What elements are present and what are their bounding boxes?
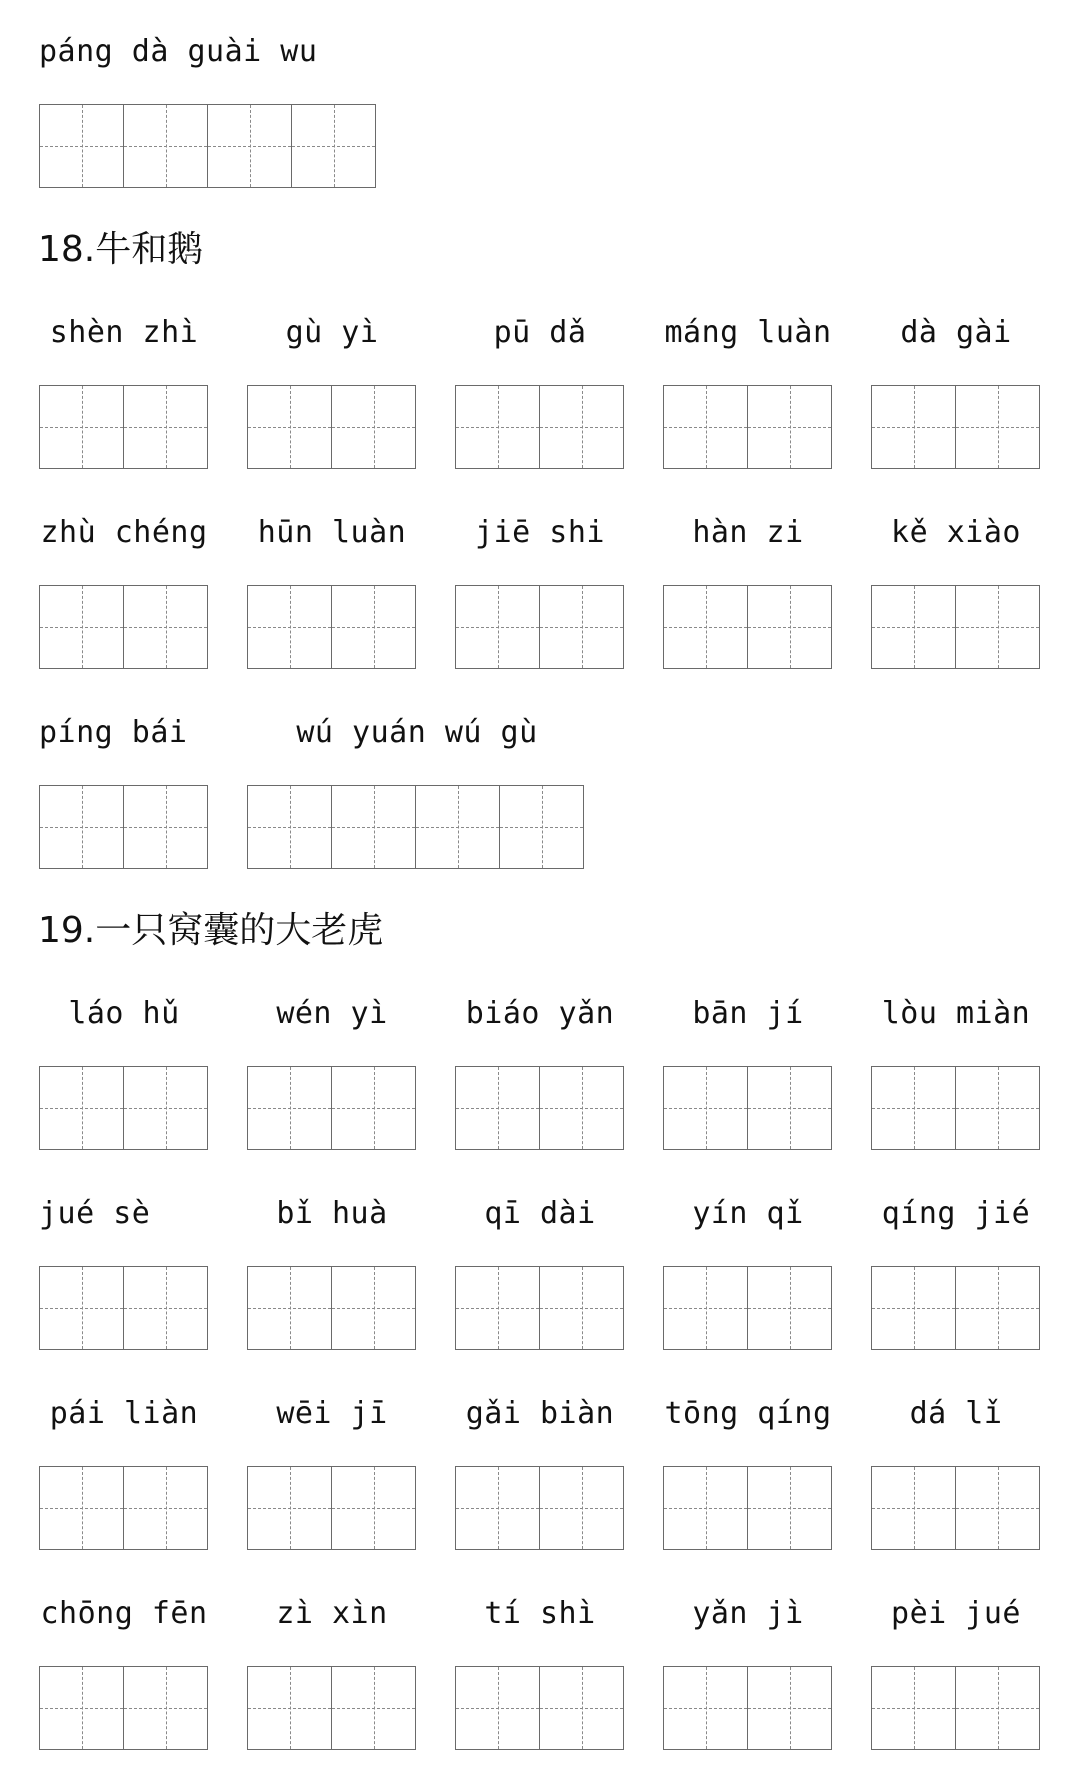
pinyin-label: hūn luàn (257, 515, 407, 550)
writing-cell[interactable] (39, 585, 124, 669)
tianzige-grid[interactable] (663, 1266, 831, 1350)
pinyin-label: wēi jī (276, 1396, 388, 1431)
writing-cell[interactable] (663, 385, 748, 469)
writing-cell[interactable] (415, 785, 500, 869)
tianzige-grid[interactable] (39, 1466, 207, 1550)
writing-cell[interactable] (123, 1666, 208, 1750)
pinyin-label: jué sè (39, 1196, 151, 1231)
pinyin-label: máng luàn (664, 315, 832, 350)
writing-cell[interactable] (663, 1266, 748, 1350)
writing-cell[interactable] (955, 1666, 1040, 1750)
writing-cell[interactable] (747, 585, 832, 669)
writing-cell[interactable] (331, 1466, 416, 1550)
writing-cell[interactable] (871, 1066, 956, 1150)
pinyin-label: pū dǎ (493, 315, 587, 350)
writing-cell[interactable] (955, 585, 1040, 669)
writing-cell[interactable] (39, 1466, 124, 1550)
writing-cell[interactable] (539, 1266, 624, 1350)
tianzige-grid[interactable] (247, 1666, 415, 1750)
pinyin-label: gù yì (285, 315, 379, 350)
writing-cell[interactable] (663, 1666, 748, 1750)
tianzige-grid[interactable] (247, 785, 583, 869)
pinyin-label: qíng jié (881, 1196, 1031, 1231)
pinyin-label: zì xìn (276, 1596, 388, 1631)
writing-cell[interactable] (455, 1266, 540, 1350)
writing-cell[interactable] (455, 1666, 540, 1750)
writing-cell[interactable] (871, 1266, 956, 1350)
writing-cell[interactable] (207, 104, 292, 188)
writing-cell[interactable] (663, 1066, 748, 1150)
tianzige-grid[interactable] (455, 1466, 623, 1550)
tianzige-grid[interactable] (39, 1266, 207, 1350)
writing-cell[interactable] (331, 785, 416, 869)
writing-cell[interactable] (247, 785, 332, 869)
writing-cell[interactable] (123, 104, 208, 188)
tianzige-grid[interactable] (663, 1666, 831, 1750)
tianzige-grid[interactable] (39, 785, 207, 869)
pinyin-label: kě xiào (891, 515, 1021, 550)
pinyin-label: bǐ huà (276, 1196, 388, 1231)
writing-cell[interactable] (871, 585, 956, 669)
writing-cell[interactable] (539, 385, 624, 469)
tianzige-grid[interactable] (663, 1466, 831, 1550)
tianzige-grid[interactable] (455, 1266, 623, 1350)
tianzige-grid[interactable] (455, 585, 623, 669)
writing-cell[interactable] (331, 1666, 416, 1750)
tianzige-grid[interactable] (871, 1666, 1039, 1750)
writing-cell[interactable] (663, 585, 748, 669)
writing-cell[interactable] (455, 1466, 540, 1550)
writing-cell[interactable] (455, 1066, 540, 1150)
tianzige-grid[interactable] (247, 1466, 415, 1550)
writing-cell[interactable] (871, 385, 956, 469)
tianzige-grid[interactable] (455, 385, 623, 469)
tianzige-grid[interactable] (39, 585, 207, 669)
writing-cell[interactable] (539, 1466, 624, 1550)
writing-cell[interactable] (123, 785, 208, 869)
tianzige-grid[interactable] (247, 585, 415, 669)
writing-cell[interactable] (747, 1066, 832, 1150)
tianzige-grid[interactable] (871, 1266, 1039, 1350)
pinyin-label: biáo yǎn (465, 996, 615, 1031)
writing-cell[interactable] (747, 1266, 832, 1350)
writing-cell[interactable] (331, 1266, 416, 1350)
pinyin-label: pái liàn (49, 1396, 199, 1431)
pinyin-label: tōng qíng (664, 1396, 832, 1431)
writing-cell[interactable] (123, 1266, 208, 1350)
writing-cell[interactable] (291, 104, 376, 188)
pinyin-label: qī dài (484, 1196, 596, 1231)
writing-cell[interactable] (955, 1266, 1040, 1350)
tianzige-grid[interactable] (663, 385, 831, 469)
tianzige-grid[interactable] (39, 1666, 207, 1750)
writing-cell[interactable] (247, 1266, 332, 1350)
tianzige-grid[interactable] (871, 1066, 1039, 1150)
writing-cell[interactable] (39, 1266, 124, 1350)
tianzige-grid[interactable] (39, 385, 207, 469)
tianzige-grid[interactable] (871, 585, 1039, 669)
writing-cell[interactable] (331, 1066, 416, 1150)
pinyin-label: tí shì (484, 1596, 596, 1631)
tianzige-grid[interactable] (39, 104, 375, 188)
writing-cell[interactable] (247, 1066, 332, 1150)
writing-cell[interactable] (123, 1466, 208, 1550)
section-heading-19: 19.一只窝囊的大老虎 (38, 910, 384, 951)
writing-cell[interactable] (247, 585, 332, 669)
tianzige-grid[interactable] (663, 1066, 831, 1150)
section-heading-18: 18.牛和鹅 (38, 229, 204, 270)
pinyin-label: wén yì (276, 996, 388, 1031)
writing-cell[interactable] (247, 1666, 332, 1750)
tianzige-grid[interactable] (247, 1266, 415, 1350)
writing-cell[interactable] (747, 1466, 832, 1550)
writing-cell[interactable] (955, 385, 1040, 469)
writing-cell[interactable] (663, 1466, 748, 1550)
pinyin-label: yín qǐ (692, 1196, 804, 1231)
writing-cell[interactable] (747, 385, 832, 469)
writing-cell[interactable] (539, 1666, 624, 1750)
tianzige-grid[interactable] (247, 1066, 415, 1150)
tianzige-grid[interactable] (663, 585, 831, 669)
writing-cell[interactable] (871, 1466, 956, 1550)
writing-cell[interactable] (955, 1466, 1040, 1550)
pinyin-label: dá lǐ (909, 1396, 1003, 1431)
tianzige-grid[interactable] (39, 1066, 207, 1150)
pinyin-label: wú yuán wú gù (296, 715, 538, 750)
writing-cell[interactable] (539, 1066, 624, 1150)
pinyin-label: shèn zhì (49, 315, 199, 350)
writing-cell[interactable] (247, 385, 332, 469)
writing-cell[interactable] (955, 1066, 1040, 1150)
writing-cell[interactable] (39, 785, 124, 869)
writing-cell[interactable] (123, 585, 208, 669)
tianzige-grid[interactable] (871, 385, 1039, 469)
pinyin-label: dà gài (900, 315, 1012, 350)
pinyin-label: bān jí (692, 996, 804, 1031)
pinyin-label: láo hǔ (68, 996, 180, 1031)
writing-cell[interactable] (247, 1466, 332, 1550)
writing-cell[interactable] (455, 585, 540, 669)
writing-cell[interactable] (539, 585, 624, 669)
pinyin-label: yǎn jì (692, 1596, 804, 1631)
pinyin-label: jiē shi (475, 515, 605, 550)
writing-cell[interactable] (331, 585, 416, 669)
tianzige-grid[interactable] (247, 385, 415, 469)
pinyin-label: zhù chéng (40, 515, 208, 550)
writing-cell[interactable] (123, 1066, 208, 1150)
tianzige-grid[interactable] (455, 1066, 623, 1150)
writing-cell[interactable] (39, 1666, 124, 1750)
pinyin-label: gǎi biàn (465, 1396, 615, 1431)
pinyin-label: chōng fēn (40, 1596, 208, 1631)
writing-cell[interactable] (455, 385, 540, 469)
pinyin-label: pèi jué (891, 1596, 1021, 1631)
writing-cell[interactable] (871, 1666, 956, 1750)
tianzige-grid[interactable] (871, 1466, 1039, 1550)
tianzige-grid[interactable] (455, 1666, 623, 1750)
writing-cell[interactable] (39, 385, 124, 469)
pinyin-label: píng bái (39, 715, 188, 750)
pinyin-label: hàn zi (692, 515, 804, 550)
writing-cell[interactable] (747, 1666, 832, 1750)
writing-cell[interactable] (39, 1066, 124, 1150)
writing-cell[interactable] (331, 385, 416, 469)
writing-cell[interactable] (499, 785, 584, 869)
writing-cell[interactable] (123, 385, 208, 469)
writing-cell[interactable] (39, 104, 124, 188)
pinyin-label: páng dà guài wu (39, 34, 318, 69)
pinyin-label: lòu miàn (881, 996, 1031, 1031)
